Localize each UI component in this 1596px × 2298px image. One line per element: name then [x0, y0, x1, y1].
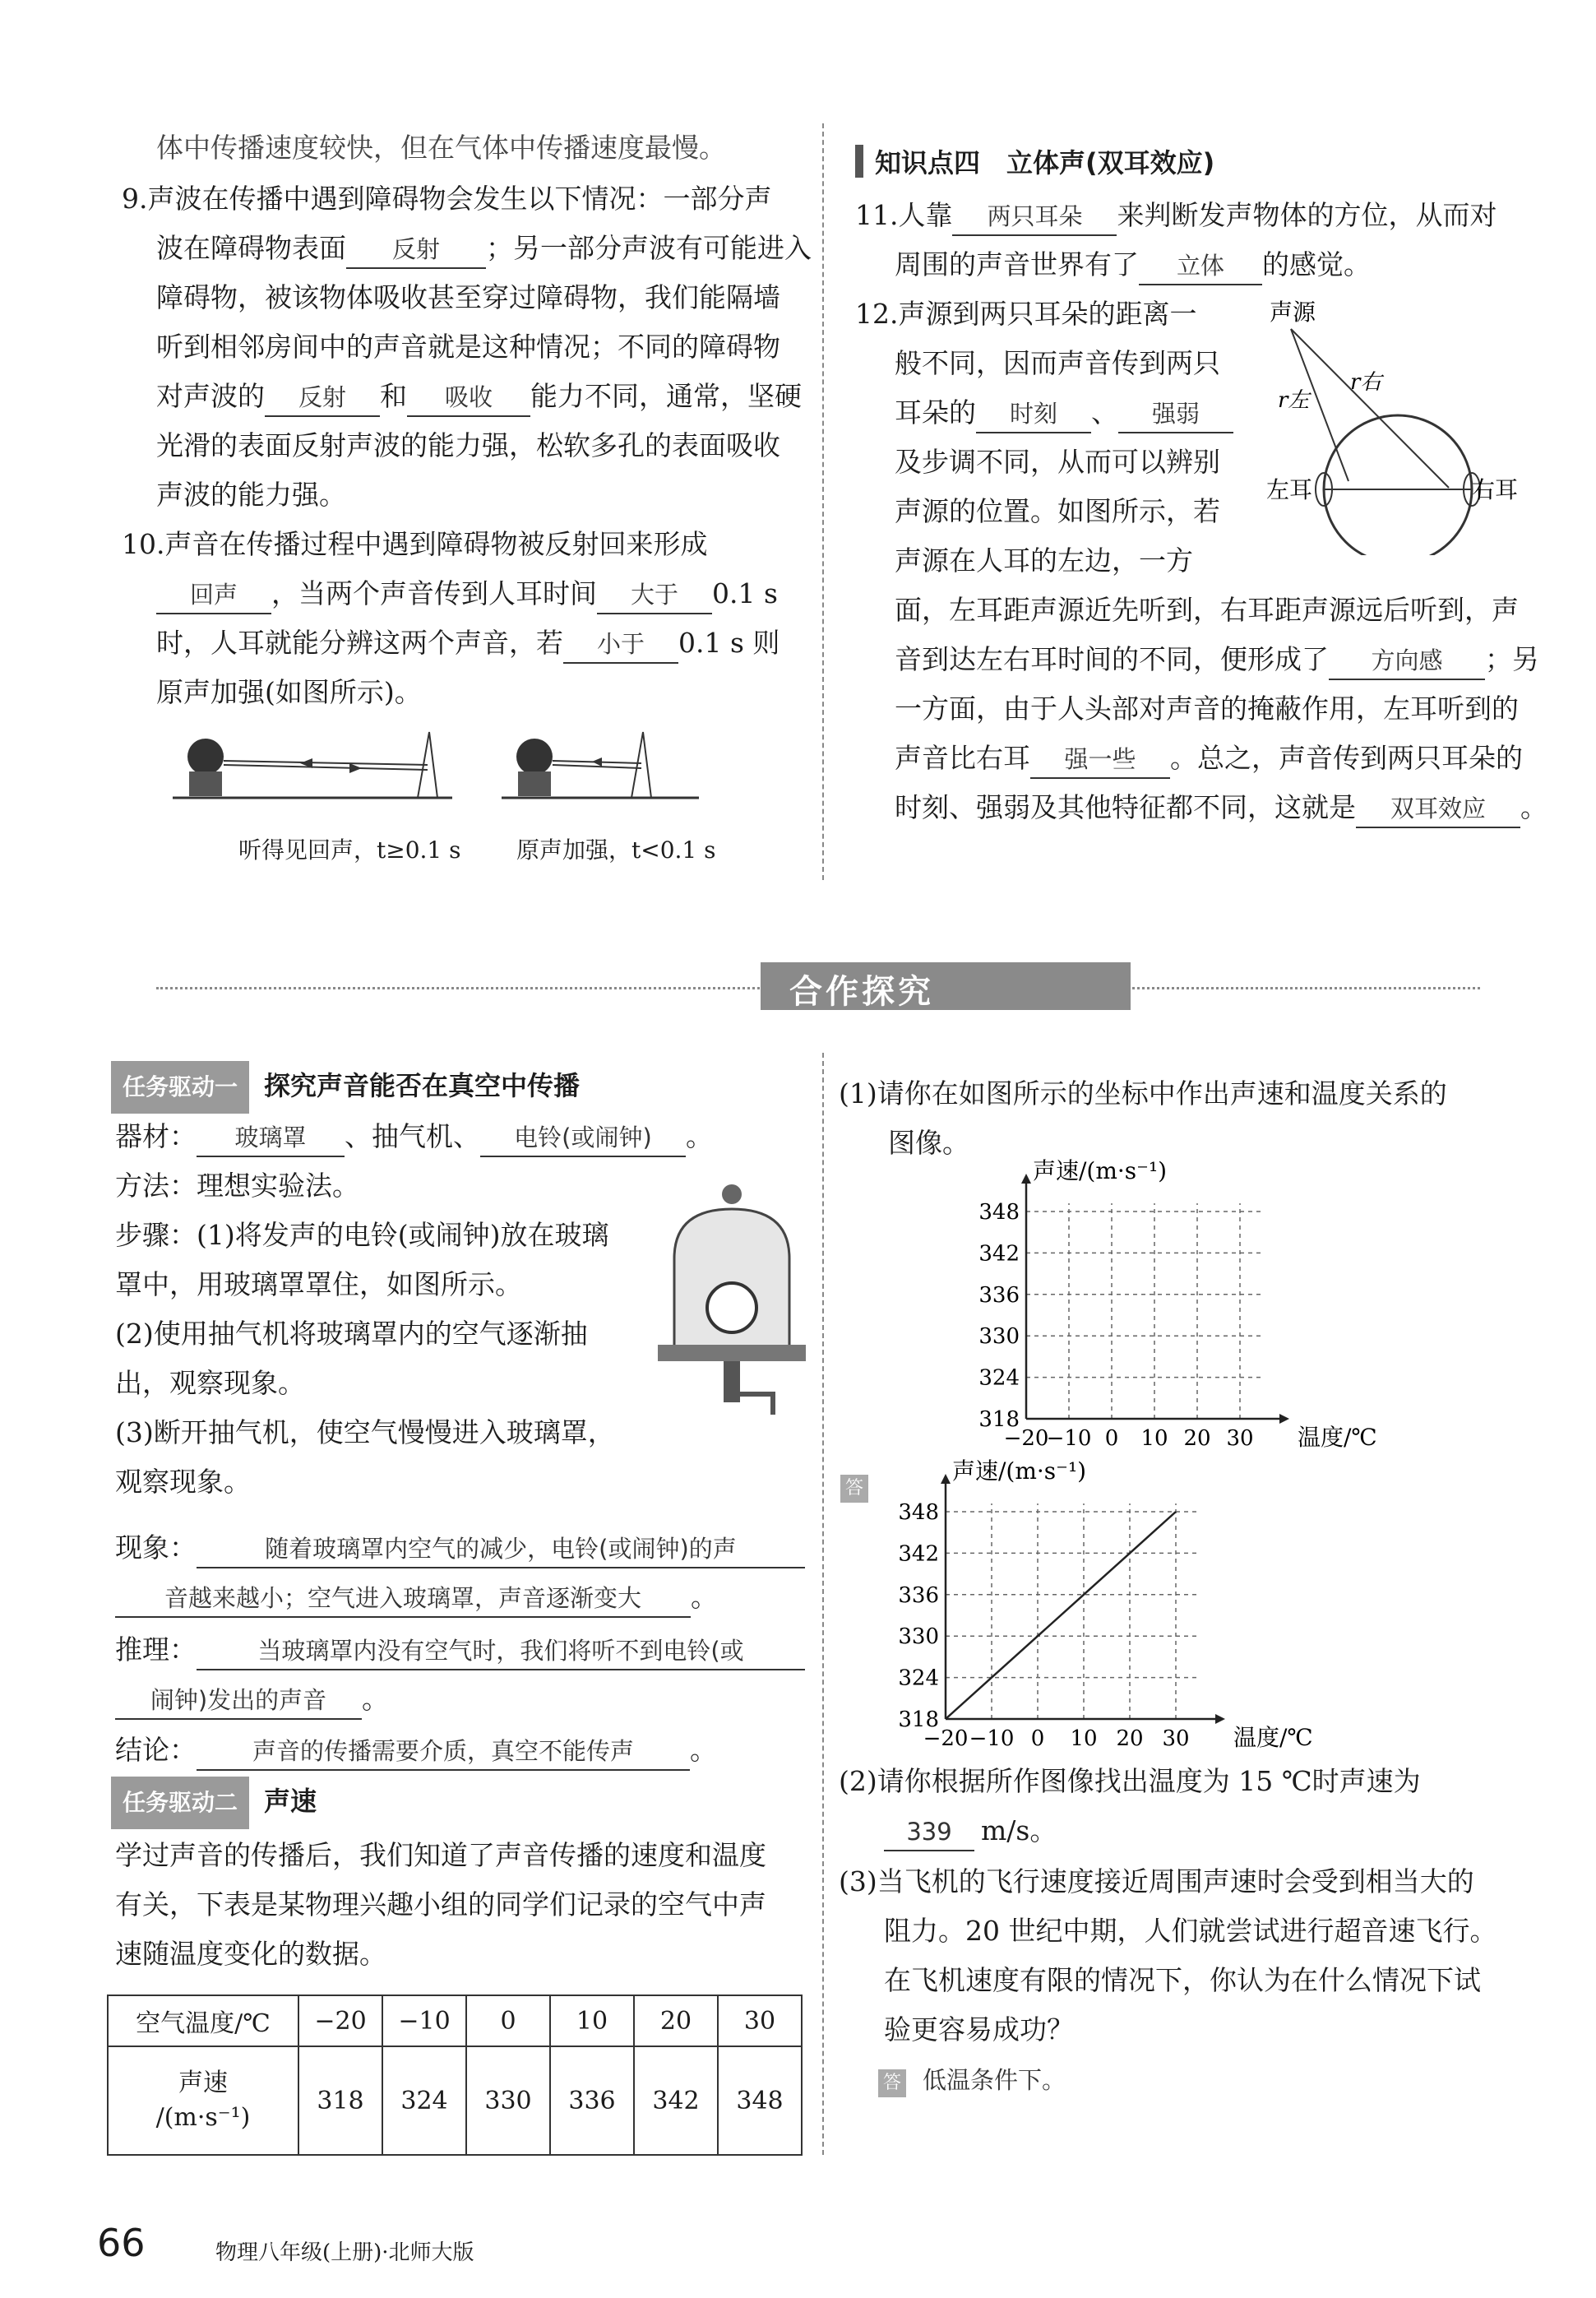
table-cell: 0 [466, 1995, 550, 2046]
q12-line10: 声音比右耳 强一些 。总之，声音传到两只耳朵的 [895, 734, 1523, 783]
q9-answer-3[interactable]: 吸收 [407, 379, 530, 417]
task1-step3a: (3)断开抽气机，使空气慢慢进入玻璃罩， [115, 1416, 615, 1448]
phenomenon-answer-1[interactable]: 随着玻璃罩内空气的减少，电铃(或闹钟)的声 [197, 1531, 805, 1568]
y-tick-label: 318 [898, 1707, 939, 1732]
y-tick-label: 336 [978, 1282, 1020, 1308]
x-tick-label: 30 [1162, 1726, 1190, 1751]
right-q2-line1: (2)请你根据所作图像找出温度为 15 ℃时声速为 [839, 1765, 1421, 1797]
empty-grid-chart [962, 1156, 1455, 1460]
q12-answer-1[interactable]: 时刻 [976, 396, 1091, 433]
table-row-temperature [108, 1995, 802, 2046]
table-cell: 318 [298, 2046, 382, 2155]
task1-equipment: 器材： 玻璃罩 、抽气机、 电铃(或闹钟) 。 [115, 1112, 713, 1161]
bell-jar-figure [650, 1176, 814, 1439]
y-axis-arrow [941, 1474, 951, 1484]
task2-heading [111, 1777, 317, 1829]
y-tick-label: 336 [898, 1582, 939, 1608]
task1-step1a: 步骤：(1)将发声的电铃(或闹钟)放在玻璃 [115, 1219, 609, 1251]
table-row-speed [108, 2046, 802, 2155]
echo-figure [173, 716, 732, 814]
series-line [946, 1512, 1176, 1719]
y-tick-label: 348 [978, 1200, 1020, 1225]
table-cell: 330 [466, 2046, 550, 2155]
q10-answer-1[interactable]: 回声 [156, 577, 271, 614]
x-tick-label: 0 [1104, 1426, 1119, 1451]
q9-answer-1[interactable]: 反射 [346, 231, 486, 269]
right-q3-line3: 在飞机速度有限的情况下，你认为在什么情况下试 [884, 1964, 1481, 1996]
task1-tag: 任务驱动一 [111, 1061, 249, 1114]
knowledge-point-heading: 知识点四 立体声(双耳效应) [855, 140, 1214, 183]
answer-icon-1: 答 [840, 1460, 885, 1509]
q9-line7: 声波的能力强。 [156, 479, 346, 511]
banner-title: 合作探究 [789, 973, 934, 1011]
echo-caption-2: 原声加强，t<0.1 s [516, 836, 716, 864]
q12-line4: 及步调不同，从而可以辨别 [895, 446, 1220, 478]
table-cell: 30 [718, 1995, 802, 2046]
q12-line6: 声源在人耳的左边，一方 [895, 544, 1193, 577]
q3-answer[interactable]: 低温条件下。 [923, 2066, 1066, 2094]
column-divider-top [822, 123, 824, 880]
x-tick-label: −20 [1003, 1426, 1049, 1451]
page-number: 66 [97, 2221, 146, 2265]
task1-phenomenon-2: 音越来越小；空气进入玻璃罩，声音逐渐变大 。 [115, 1573, 718, 1622]
continuation-text: 体中传播速度较快，但在气体中传播速度最慢。 [156, 132, 726, 164]
y-tick-label: 324 [978, 1365, 1020, 1391]
q10-line1: 10.声音在传播过程中遇到障碍物被反射回来形成 [122, 528, 708, 560]
x-tick-label: −10 [969, 1726, 1015, 1751]
right-q3-line4: 验更容易成功？ [884, 2013, 1074, 2045]
reasoning-answer-1[interactable]: 当玻璃罩内没有空气时，我们将听不到电铃(或 [197, 1633, 805, 1670]
q2-answer[interactable]: 339 [884, 1814, 974, 1851]
heading-bar [855, 145, 863, 178]
q11-answer-2[interactable]: 立体 [1139, 248, 1262, 285]
equip-answer-2[interactable]: 电铃(或闹钟) [480, 1119, 686, 1157]
y-tick-label: 348 [898, 1500, 939, 1525]
y-axis-label: 声速/(m·s⁻¹) [952, 1457, 1087, 1485]
x-tick-label: 10 [1070, 1726, 1098, 1751]
q10-line2: 回声 ，当两个声音传到人耳时间 大于 0.1 s [156, 569, 778, 619]
table-header-speed [108, 2046, 298, 2155]
y-axis-label: 声速/(m·s⁻¹) [1033, 1157, 1168, 1184]
q10-answer-2[interactable]: 大于 [597, 577, 712, 614]
table-cell: −10 [382, 1995, 466, 2046]
q10-answer-3[interactable]: 小于 [563, 626, 678, 664]
right-ear-label: 右耳 [1472, 476, 1519, 503]
task1-step2b: 出，观察现象。 [115, 1367, 305, 1399]
x-tick-label: 10 [1140, 1426, 1168, 1451]
echo-caption-1: 听得见回声，t≥0.1 s [238, 836, 461, 864]
sound-source-label: 声源 [1270, 299, 1316, 326]
table-header-temperature: 空气温度/℃ [108, 1995, 298, 2046]
q11-answer-1[interactable]: 两只耳朵 [952, 198, 1117, 236]
table-cell: 10 [550, 1995, 634, 2046]
q12-line7: 面，左耳距声源近先听到，右耳距声源远后听到，声 [895, 594, 1519, 626]
y-tick-label: 318 [978, 1407, 1020, 1432]
q9-line3: 障碍物，被该物体吸收甚至穿过障碍物，我们能隔墙 [156, 281, 780, 313]
q10-line4: 原声加强(如图所示)。 [156, 676, 422, 708]
task1-title: 探究声音能否在真空中传播 [264, 1070, 581, 1101]
speed-temperature-table [107, 1995, 803, 2156]
speed-label-line1: 声速 [178, 2069, 228, 2097]
r-left-label: r左 [1278, 388, 1310, 413]
task1-step2a: (2)使用抽气机将玻璃罩内的空气逐渐抽 [115, 1318, 588, 1350]
right-q3-line2: 阻力。20 世纪中期，人们就尝试进行超音速飞行。 [884, 1915, 1497, 1947]
right-q1-line2: 图像。 [888, 1127, 969, 1159]
q12-answer-4[interactable]: 强一些 [1030, 741, 1170, 779]
right-q3-line1: (3)当飞机的飞行速度接近周围声速时会受到相当大的 [839, 1865, 1474, 1897]
x-tick-label: −10 [1046, 1426, 1092, 1451]
q11-line2: 周围的声音世界有了 立体 的感觉。 [895, 240, 1371, 290]
x-tick-label: 20 [1183, 1426, 1211, 1451]
q12-line9: 一方面，由于人头部对声音的掩蔽作用，左耳听到的 [895, 693, 1519, 725]
y-tick-label: 342 [898, 1541, 939, 1567]
task2-para-2: 有关，下表是某物理兴趣小组的同学们记录的空气中声 [115, 1888, 766, 1920]
q12-line8: 音到达左右耳时间的不同，便形成了 方向感 ；另 [895, 635, 1539, 684]
q9-line5: 对声波的 反射 和 吸收 能力不同，通常，坚硬 [156, 372, 802, 421]
echo-figure-left [173, 732, 452, 798]
footer-book-title: 物理八年级(上册)·北师大版 [215, 2240, 474, 2265]
reasoning-answer-2[interactable]: 闹钟)发出的声音 [115, 1682, 362, 1720]
right-q1-line1: (1)请你在如图所示的坐标中作出声速和温度关系的 [839, 1077, 1447, 1110]
q12-line3: 耳朵的 时刻 、 强弱 [895, 388, 1233, 438]
task1-step1b: 罩中，用玻璃罩罩住，如图所示。 [115, 1268, 522, 1300]
task2-para-3: 速随温度变化的数据。 [115, 1938, 386, 1970]
r-right-label: r右 [1350, 370, 1382, 395]
x-axis-arrow [1279, 1414, 1289, 1424]
x-tick-label: 30 [1226, 1426, 1254, 1451]
task2-tag: 任务驱动二 [111, 1777, 249, 1829]
x-tick-label: 20 [1116, 1726, 1144, 1751]
column-divider-bottom [822, 1053, 824, 2155]
q12-line1: 12.声源到两只耳朵的距离一 [855, 298, 1197, 330]
task1-conclusion: 结论： 声音的传播需要介质，真空不能传声 。 [115, 1726, 717, 1775]
table-cell: 342 [634, 2046, 718, 2155]
q9-answer-2[interactable]: 反射 [265, 379, 380, 417]
right-q2-line2: 339 m/s。 [884, 1806, 1057, 1856]
task1-reasoning-2: 闹钟)发出的声音 。 [115, 1675, 389, 1724]
equip-answer-1[interactable]: 玻璃罩 [197, 1119, 345, 1157]
conclusion-answer[interactable]: 声音的传播需要介质，真空不能传声 [197, 1733, 690, 1771]
q11-line1: 11.人靠 两只耳朵 来判断发声物体的方位，从而对 [855, 191, 1497, 240]
task1-method: 方法：理想实验法。 [115, 1170, 359, 1202]
q10-line3: 时，人耳就能分辨这两个声音，若 小于 0.1 s 则 [156, 619, 779, 668]
table-cell: 324 [382, 2046, 466, 2155]
q12-line5: 声源的位置。如图所示，若 [895, 495, 1220, 527]
task2-para-1: 学过声音的传播后，我们知道了声音传播的速度和温度 [115, 1839, 766, 1871]
table-cell: 336 [550, 2046, 634, 2155]
phenomenon-answer-2[interactable]: 音越来越小；空气进入玻璃罩，声音逐渐变大 [115, 1580, 691, 1618]
x-tick-label: −20 [923, 1726, 969, 1751]
q9-line1: 9.声波在传播中遇到障碍物会发生以下情况：一部分声 [122, 183, 772, 215]
echo-figure-right [502, 732, 699, 798]
y-tick-label: 324 [898, 1666, 939, 1691]
q12-answer-5[interactable]: 双耳效应 [1356, 790, 1520, 828]
left-ear-label: 左耳 [1266, 476, 1313, 503]
table-cell: 348 [718, 2046, 802, 2155]
task1-step3b: 观察现象。 [115, 1466, 251, 1498]
speed-label-line2: /(m·s⁻¹) [155, 2103, 251, 2132]
y-tick-label: 342 [978, 1241, 1020, 1267]
q9-line2: 波在障碍物表面 反射 ；另一部分声波有可能进入 [156, 224, 812, 273]
section-banner [156, 962, 1480, 1012]
task2-title: 声速 [264, 1786, 317, 1817]
answer-line-chart [872, 1456, 1398, 1760]
task1-reasoning-1: 推理： 当玻璃罩内没有空气时，我们将听不到电铃(或 [115, 1625, 805, 1675]
task1-heading [111, 1061, 580, 1114]
task1-phenomenon-1: 现象： 随着玻璃罩内空气的减少，电铃(或闹钟)的声 [115, 1523, 805, 1573]
y-tick-label: 330 [978, 1324, 1020, 1350]
stereo-figure [1266, 292, 1521, 555]
x-tick-label: 0 [1030, 1726, 1045, 1751]
table-cell: 20 [634, 1995, 718, 2046]
q12-answer-2[interactable]: 强弱 [1118, 396, 1233, 433]
y-tick-label: 330 [898, 1624, 939, 1650]
x-axis-label: 温度/℃ [1233, 1724, 1313, 1751]
answer-icon-2: 答 [878, 2069, 906, 2097]
x-axis-label: 温度/℃ [1298, 1424, 1377, 1451]
y-axis-arrow [1021, 1174, 1031, 1184]
q9-line6: 光滑的表面反射声波的能力强，松软多孔的表面吸收 [156, 429, 780, 461]
table-cell: −20 [298, 1995, 382, 2046]
q12-line2: 般不同，因而声音传到两只 [895, 347, 1220, 379]
q12-line11: 时刻、强弱及其他特征都不同，这就是 双耳效应 。 [895, 783, 1547, 832]
q12-answer-3[interactable]: 方向感 [1329, 642, 1485, 680]
x-axis-arrow [1215, 1714, 1225, 1724]
right-q3-answer-row [878, 2055, 1066, 2105]
q9-line4: 听到相邻房间中的声音就是这种情况；不同的障碍物 [156, 331, 780, 363]
